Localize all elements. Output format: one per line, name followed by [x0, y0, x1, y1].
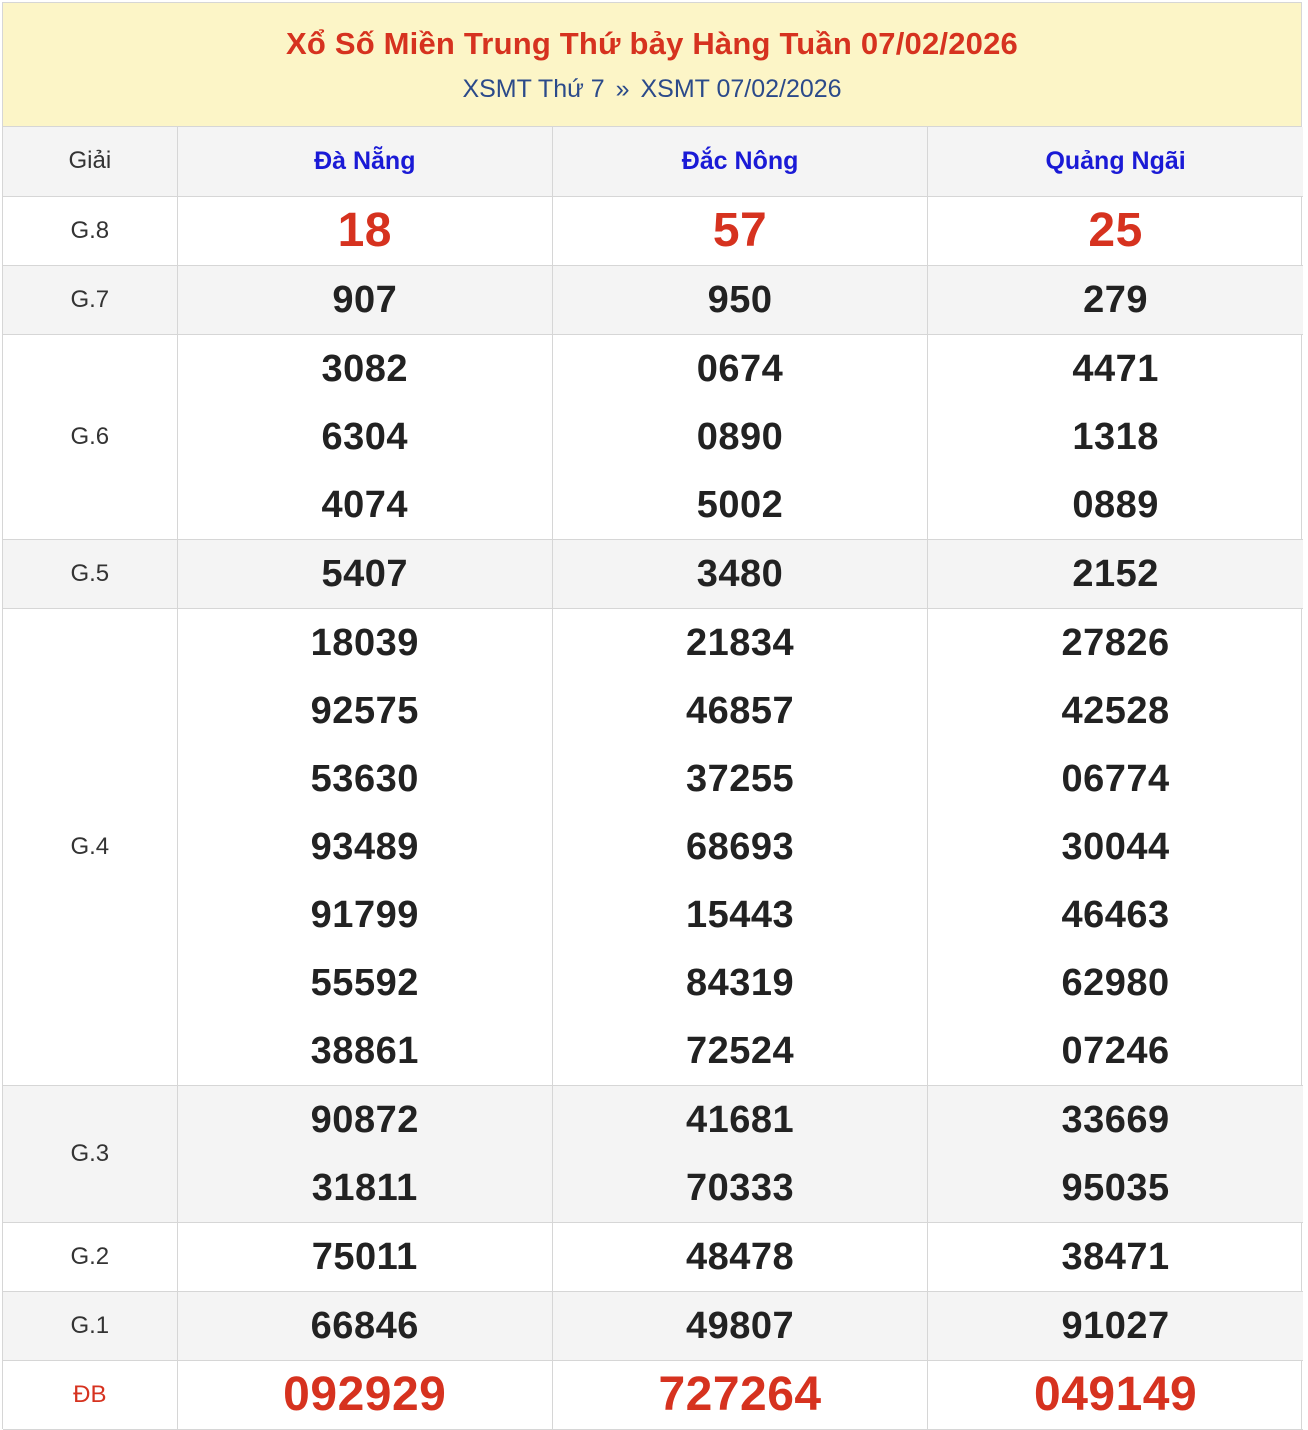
- prize-cell: [928, 1360, 1303, 1429]
- prize-cell: [552, 196, 927, 265]
- prize-number: 4074: [321, 483, 409, 526]
- prize-number: 0889: [1072, 483, 1159, 526]
- prize-number: 950: [707, 278, 773, 321]
- column-header-province[interactable]: Đắc Nông: [552, 127, 927, 196]
- prize-cell: [552, 608, 927, 1085]
- column-header-province[interactable]: Quảng Ngãi: [928, 127, 1303, 196]
- prize-label: G.8: [3, 196, 177, 265]
- breadcrumb-separator: »: [615, 75, 630, 103]
- prize-cell: [928, 334, 1303, 539]
- prize-row: [3, 334, 1303, 539]
- prize-row: [3, 265, 1303, 334]
- prize-cell: [177, 334, 552, 539]
- prize-number: 25: [1088, 203, 1143, 257]
- prize-cell: [928, 1222, 1303, 1291]
- prize-number: 06774: [1061, 757, 1170, 800]
- prize-number: 92575: [310, 689, 419, 732]
- breadcrumb: [3, 75, 1301, 104]
- prize-number: 62980: [1061, 961, 1170, 1004]
- prize-number: 68693: [685, 825, 795, 868]
- prize-number: 4471: [1072, 347, 1159, 390]
- prize-number: 5407: [321, 552, 409, 595]
- prize-number: 2152: [1072, 552, 1159, 595]
- prize-row: [3, 196, 1303, 265]
- prize-number: 6304: [321, 415, 409, 458]
- prize-number: 75011: [311, 1235, 418, 1278]
- prize-cell: [177, 265, 552, 334]
- prize-cell: [928, 1291, 1303, 1360]
- prize-number: 18: [337, 203, 392, 257]
- prize-cell: [177, 1360, 552, 1429]
- prize-number: 46463: [1061, 893, 1170, 936]
- prize-cell: [177, 608, 552, 1085]
- prize-number: 33669: [1061, 1098, 1170, 1141]
- prize-number: 1318: [1072, 415, 1159, 458]
- prize-number: 38861: [310, 1029, 419, 1072]
- prize-cell: [177, 1085, 552, 1222]
- prize-row: [3, 1360, 1303, 1429]
- prize-label: G.3: [3, 1085, 177, 1222]
- prize-number: 90872: [310, 1098, 419, 1141]
- prize-cell: [928, 196, 1303, 265]
- prize-number: 27826: [1061, 621, 1170, 664]
- prize-row: [3, 1291, 1303, 1360]
- prize-number: 21834: [685, 621, 795, 664]
- prize-label: G.7: [3, 265, 177, 334]
- prize-cell: [177, 1222, 552, 1291]
- breadcrumb-link-date[interactable]: XSMT 07/02/2026: [640, 75, 842, 103]
- prize-number: 092929: [283, 1367, 447, 1421]
- prize-cell: [928, 608, 1303, 1085]
- prize-number: 48478: [685, 1235, 795, 1278]
- prize-number: 30044: [1061, 825, 1170, 868]
- prize-number: 91027: [1061, 1304, 1170, 1347]
- prize-number: 727264: [658, 1367, 822, 1421]
- prize-number: 07246: [1061, 1029, 1170, 1072]
- prize-number: 38471: [1061, 1235, 1170, 1278]
- results-table: [3, 127, 1303, 1430]
- prize-row: [3, 608, 1303, 1085]
- prize-number: 15443: [685, 893, 795, 936]
- prize-number: 84319: [685, 961, 795, 1004]
- prize-number: 5002: [696, 483, 784, 526]
- prize-number: 95035: [1061, 1166, 1170, 1209]
- prize-label: G.5: [3, 539, 177, 608]
- prize-cell: [928, 539, 1303, 608]
- prize-number: 49807: [685, 1304, 795, 1347]
- prize-number: 53630: [310, 757, 419, 800]
- prize-cell: [928, 265, 1303, 334]
- prize-number: 37255: [685, 757, 795, 800]
- prize-number: 46857: [685, 689, 795, 732]
- prize-cell: [177, 196, 552, 265]
- prize-label: G.4: [3, 608, 177, 1085]
- prize-cell: [552, 539, 927, 608]
- prize-label: G.1: [3, 1291, 177, 1360]
- prize-row: [3, 1222, 1303, 1291]
- prize-cell: [552, 334, 927, 539]
- prize-number: 57: [712, 203, 768, 257]
- prize-cell: [552, 1222, 927, 1291]
- prize-number: 41681: [685, 1098, 795, 1141]
- prize-number: 3082: [321, 347, 409, 390]
- prize-number: 72524: [685, 1029, 795, 1072]
- prize-number: 0674: [696, 347, 784, 390]
- prize-number: 55592: [310, 961, 419, 1004]
- prize-number: 279: [1083, 278, 1149, 321]
- prize-number: 66846: [310, 1304, 419, 1347]
- lottery-results-panel: [2, 2, 1302, 1429]
- prize-row: [3, 1085, 1303, 1222]
- prize-number: 42528: [1061, 689, 1170, 732]
- prize-cell: [928, 1085, 1303, 1222]
- prize-number: 70333: [685, 1166, 795, 1209]
- prize-number: 91799: [310, 893, 419, 936]
- column-header-prize: Giải: [3, 127, 177, 196]
- prize-number: 93489: [310, 825, 419, 868]
- page-title: Xổ Số Miền Trung Thứ bảy Hàng Tuần 07/02/2026: [286, 26, 1018, 61]
- prize-number: 049149: [1034, 1367, 1198, 1421]
- results-body: [3, 196, 1303, 1429]
- prize-cell: [552, 1360, 927, 1429]
- prize-cell: [177, 539, 552, 608]
- column-header-province[interactable]: Đà Nẵng: [177, 127, 552, 196]
- prize-label: ĐB: [3, 1360, 177, 1429]
- prize-label: G.6: [3, 334, 177, 539]
- prize-number: 18039: [310, 621, 419, 664]
- prize-number: 3480: [696, 552, 784, 595]
- prize-number: 31811: [311, 1166, 418, 1209]
- prize-cell: [177, 1291, 552, 1360]
- prize-row: [3, 539, 1303, 608]
- prize-cell: [552, 1291, 927, 1360]
- table-header-row: [3, 127, 1303, 196]
- prize-number: 0890: [696, 415, 784, 458]
- prize-cell: [552, 265, 927, 334]
- breadcrumb-link-weekday[interactable]: XSMT Thứ 7: [462, 75, 605, 103]
- prize-number: 907: [332, 278, 398, 321]
- prize-label: G.2: [3, 1222, 177, 1291]
- results-header: [3, 3, 1301, 127]
- prize-cell: [552, 1085, 927, 1222]
